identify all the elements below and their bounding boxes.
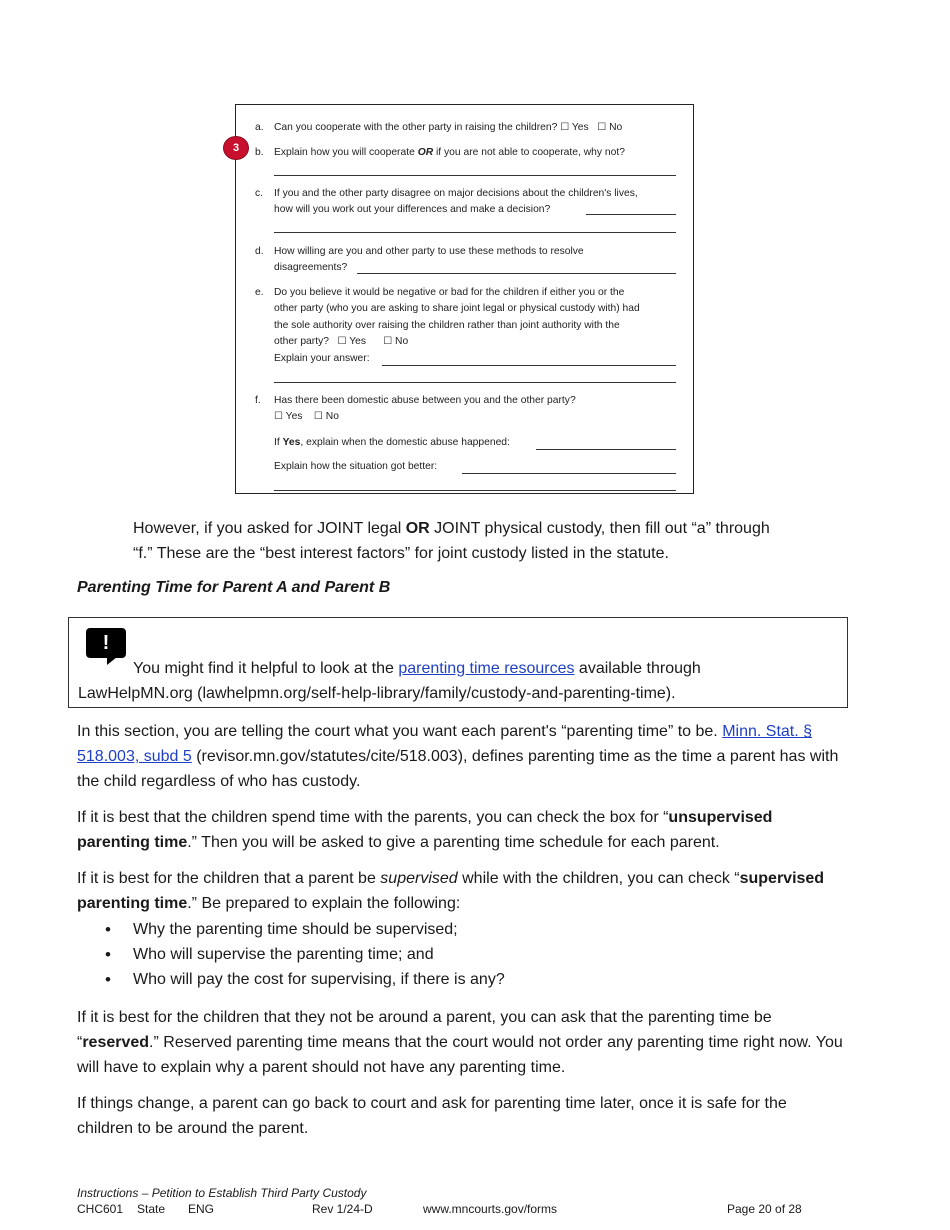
form-excerpt xyxy=(235,104,694,494)
answer-line xyxy=(536,449,676,450)
supervision-bullet-list xyxy=(77,917,847,992)
question-e: Do you believe it would be negative or bad for the children if either you or the other party (who you are asking to share joint legal or physical custody with) had the sole authority over raising the children rather than joint authority with the other party? ☐ Yes ☐ No Explain your answer: xyxy=(274,287,640,364)
checkbox-icon: ☐ xyxy=(383,336,393,348)
paragraph-parenting-time-definition: In this section, you are telling the court what you want each parent's “parenting time” to be. Minn. Stat. § 518.003, subd 5 (revisor.mn.gov/statutes/cite/518.003), defines parenting time as the time a parent has with the child regardless of who has custody. xyxy=(77,723,839,790)
question-a: Can you cooperate with the other party in raising the children? ☐ Yes ☐ No xyxy=(274,122,623,133)
footer-title: Instructions – Petition to Establish Third Party Custody xyxy=(77,1186,367,1200)
question-f-better: Explain how the situation got better: xyxy=(274,461,438,472)
question-f-letter: f. xyxy=(255,395,261,406)
answer-line xyxy=(382,365,676,366)
question-b-letter: b. xyxy=(255,147,264,158)
minn-stat-link[interactable]: Minn. Stat. § 518.003, subd 5 xyxy=(77,723,813,765)
answer-line xyxy=(274,490,676,491)
checkbox-icon: ☐ xyxy=(560,122,570,133)
list-item: • Who will pay the cost for supervising, if there is any? xyxy=(77,967,847,992)
checkbox-icon: ☐ xyxy=(313,411,323,423)
step-number-badge: 3 xyxy=(223,136,249,160)
checkbox-icon: ☐ xyxy=(597,122,607,133)
answer-line xyxy=(586,214,676,215)
parenting-time-resources-link[interactable]: parenting time resources xyxy=(398,660,575,677)
footer-state: State xyxy=(137,1202,166,1216)
joint-custody-note: However, if you asked for JOINT legal OR JOINT physical custody, then fill out “a” through “f.” These are the “best interest factors” for joint custody listed in the statute. xyxy=(133,520,770,562)
question-b: Explain how you will cooperate OR if you are not able to cooperate, why not? xyxy=(274,147,625,158)
checkbox-icon: ☐ xyxy=(337,336,347,348)
answer-line xyxy=(274,232,676,233)
footer-url: www.mncourts.gov/forms xyxy=(423,1202,558,1216)
paragraph-unsupervised: If it is best that the children spend time with the parents, you can check the box for “unsupervised parenting time.” Then you will be asked to give a parenting time schedule for each parent. xyxy=(77,809,773,851)
footer-revision: Rev 1/24-D xyxy=(312,1202,373,1216)
tip-box: ! You might find it helpful to look at the parenting time resources available through LawHelpMN.org (lawhelpmn.org/self-help-library/family/custody-and-parenting-time). xyxy=(68,617,848,708)
checkbox-icon: ☐ xyxy=(274,411,283,423)
list-item: • Who will supervise the parenting time; and xyxy=(77,942,847,967)
answer-line xyxy=(274,175,676,176)
list-item: • Why the parenting time should be supervised; xyxy=(77,917,847,942)
question-a-letter: a. xyxy=(255,122,264,133)
question-c: If you and the other party disagree on major decisions about the children's lives, how will you work out your differences and make a decision? xyxy=(274,188,638,216)
question-f-if-yes: If Yes, explain when the domestic abuse happened: xyxy=(274,437,510,448)
question-d-letter: d. xyxy=(255,246,264,257)
alert-icon: ! xyxy=(86,628,126,658)
section-heading: Parenting Time for Parent A and Parent B xyxy=(77,579,391,596)
answer-line xyxy=(274,382,676,383)
question-c-letter: c. xyxy=(255,188,264,199)
question-e-letter: e. xyxy=(255,287,264,298)
paragraph-reserved: If it is best for the children that they not be around a parent, you can ask that the parenting time be “reserved.” Reserved parenting time means that the court would not order any parenting time right now. You will have to explain why a parent should not have any parenting time. xyxy=(77,1009,843,1076)
answer-line xyxy=(462,473,676,474)
paragraph-supervised: If it is best for the children that a parent be supervised while with the children, you can check “supervised parenting time.” Be prepared to explain the following: • Why the parenting time should be supervised; • Who will supervise the parenting time; and • Who will pay the cost for supervising, if there is any? xyxy=(77,866,847,992)
alert-icon-tail xyxy=(107,657,117,665)
paragraph-change-later: If things change, a parent can go back to court and ask for parenting time later, once it is safe for the children to be around the parent. xyxy=(77,1095,787,1137)
footer-language: ENG xyxy=(188,1202,215,1216)
footer-page-number: Page 20 of 28 xyxy=(727,1202,802,1216)
question-f: Has there been domestic abuse between you and the other party? ☐ Yes ☐ No xyxy=(274,395,576,423)
footer-form-code: CHC601 xyxy=(77,1202,124,1216)
page-footer xyxy=(77,1185,857,1217)
question-d: How willing are you and other party to use these methods to resolve disagreements? xyxy=(274,246,584,274)
answer-line xyxy=(357,273,676,274)
